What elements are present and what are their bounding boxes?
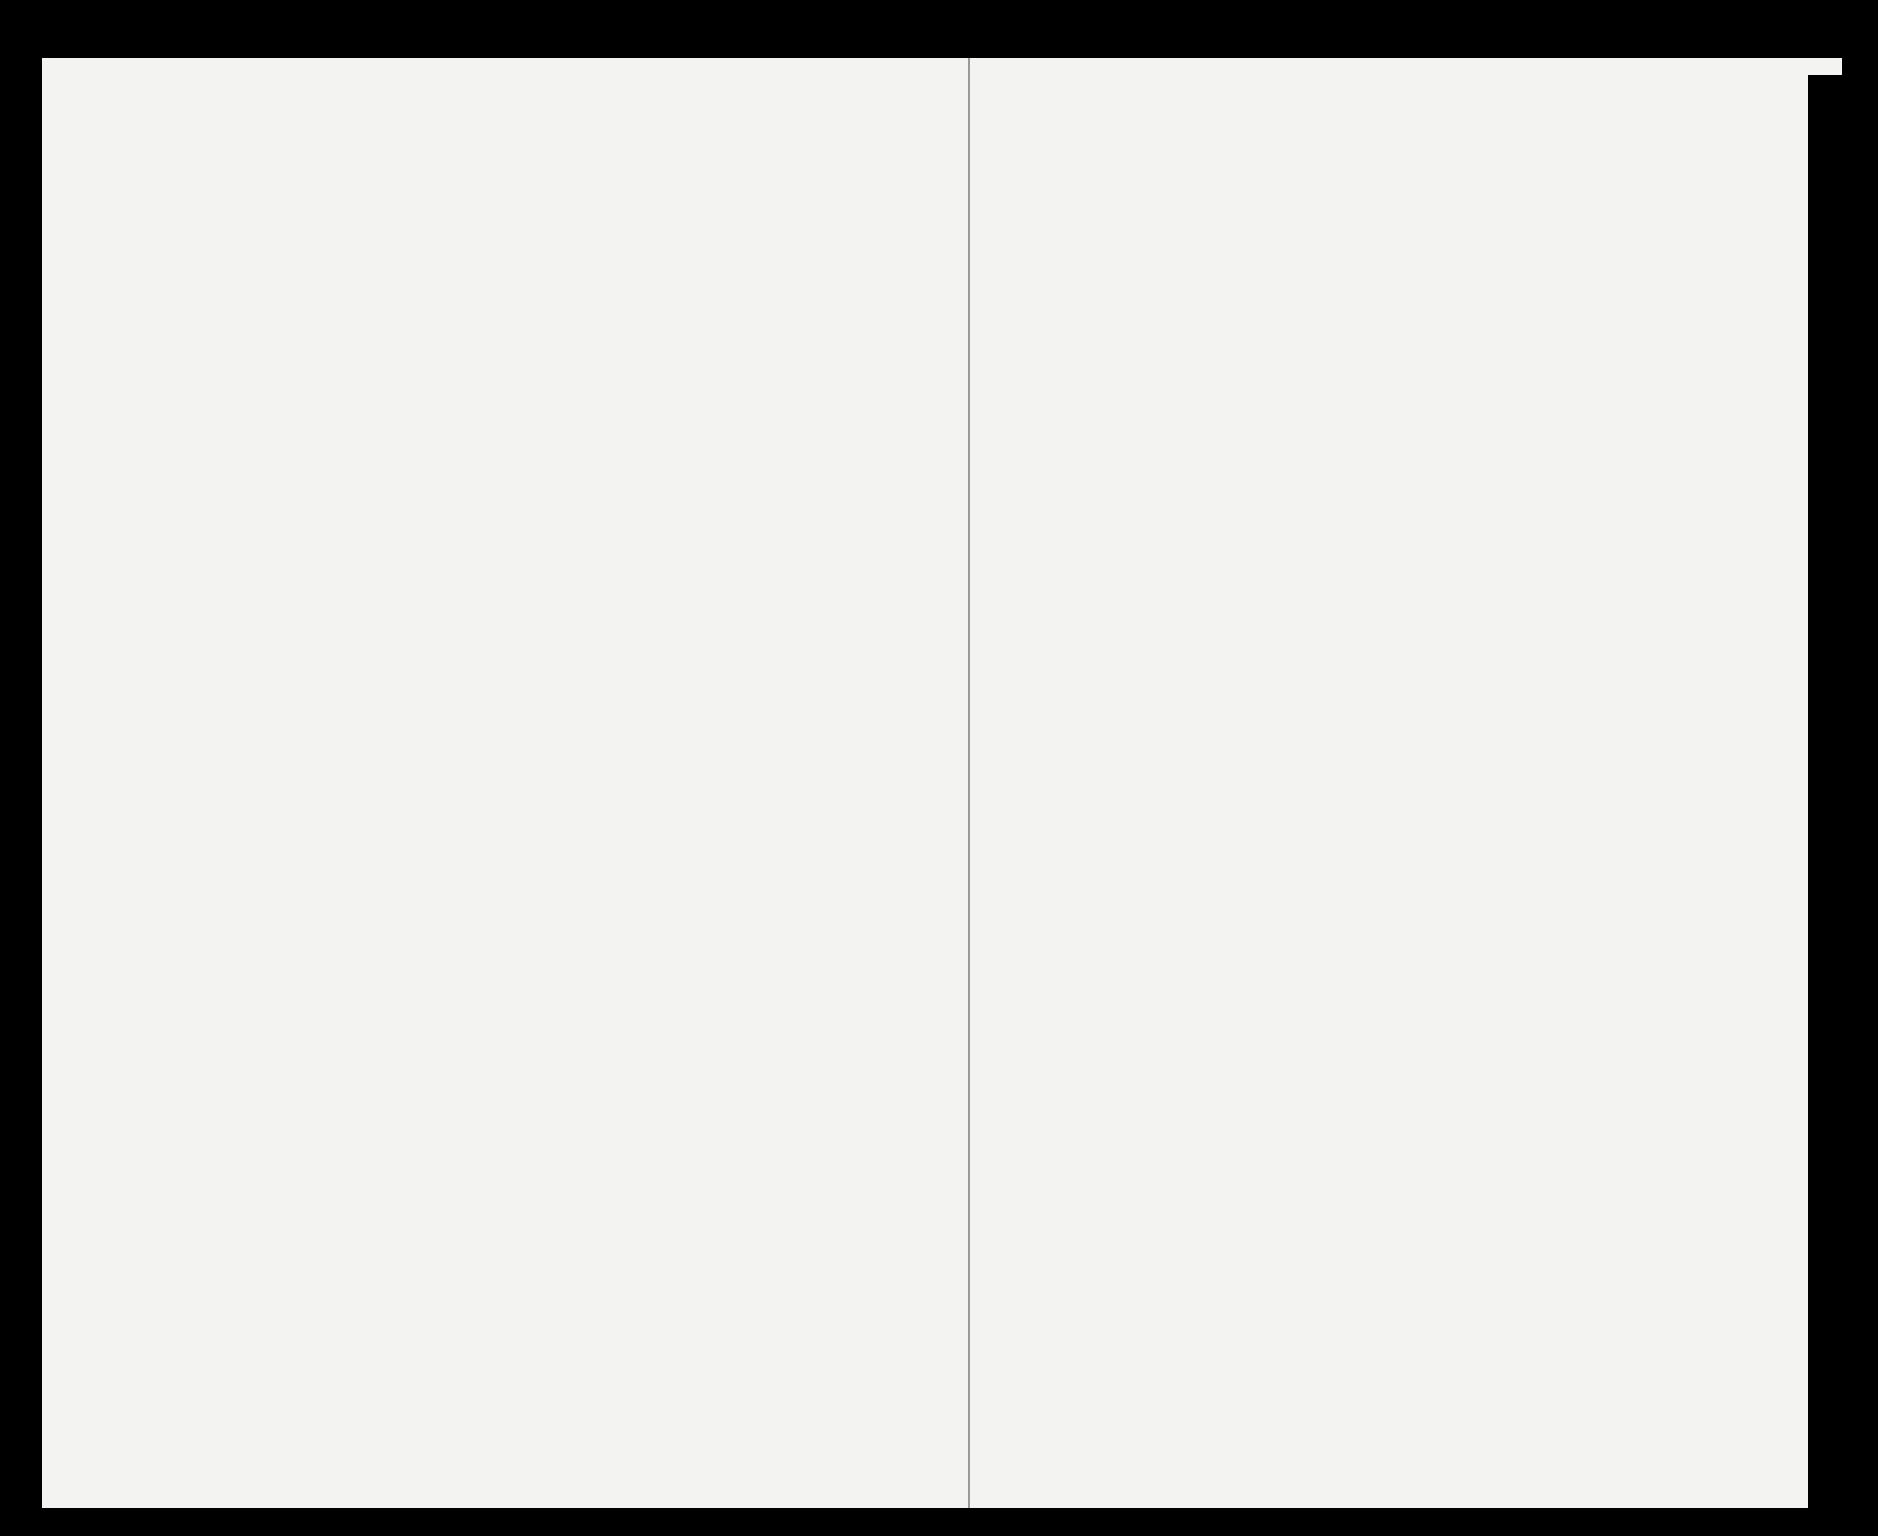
page-fold — [968, 58, 970, 1508]
scan-border — [1808, 75, 1878, 1525]
census-page — [42, 58, 1842, 1508]
